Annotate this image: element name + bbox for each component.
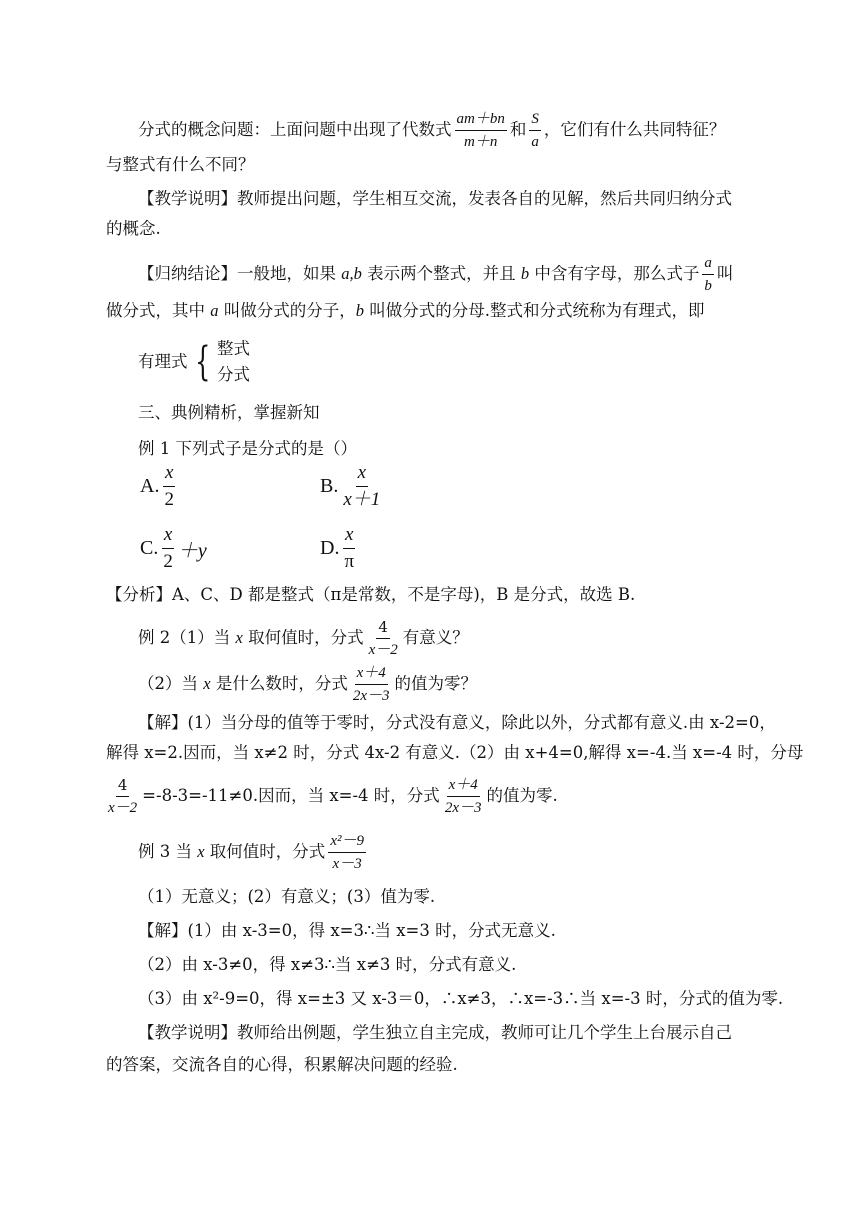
concept-question-line2: 与整式有什么不同？ [106,155,255,174]
rational-expression-classification: 有理式 { 整式 分式 [138,336,250,388]
teaching-note-1-line2: 的概念. [106,219,161,238]
example3-parts: （1）无意义；(2）有意义；(3）值为零. [138,887,436,906]
example2-solution-line1: 【解】(1）当分母的值等于零时，分式没有意义，除此以外，分式都有意义.由 x-2=0， [138,713,776,732]
example1-option-d: D. $\frac{x}{\pi}$ [320,524,355,572]
example2-question1: 例 2（1）当 x 取何值时，分式 $\frac{4}{x-2}$ 有意义？ [138,618,469,658]
text: ，它们有什么共同特征？ [543,120,726,139]
teaching-note-2-line1: 【教学说明】教师给出例题，学生独立自主完成，教师可让几个学生上台展示自己 [138,1023,732,1042]
text: 和 [509,120,527,139]
item-fractional-expression: 分式 [216,365,250,384]
example3-solution-1: 【解】(1）由 x-3=0，得 x=3∴当 x=3 时，分式无意义. [138,921,556,940]
example1-title: 例 1 下列式子是分式的是（） [138,439,357,458]
example3-solution-3: （3）由 x²-9=0，得 x=±3 又 x-3＝0，∴x≠3，∴x=-3∴当 x=-3 时，分式的值为零. [138,989,784,1008]
example3-solution-2: （2）由 x-3≠0，得 x≠3∴当 x≠3 时，分式有意义. [138,955,517,974]
example1-option-a: A. $\frac{x}{2}$ [140,462,174,510]
item-integral-expression: 整式 [216,339,250,358]
example1-analysis: 【分析】A、C、D 都是整式（π是常数，不是字母)，B 是分式，故选 B. [106,585,636,604]
conclusion-line1: 【归纳结论】一般地，如果 a,b 表示两个整式，并且 b 中含有字母，那么式子 $\frac{a}{b}$ 叫 [138,255,734,294]
example3-question: 例 3 当 x 取何值时，分式 $\frac{\text{x²－9}}{x-3}$ [138,833,364,872]
text: 分式的概念问题：上面问题中出现了代数式 [138,120,452,139]
example2-solution-line3: $\frac{4}{x-2}$ =-8-3=-11≠0.因而，当 x=-4 时，分式 $\frac{x+4}{2x-3}$ 的值为零. [108,776,558,816]
fraction-a-b: $\frac{a}{b}$ [704,255,712,294]
example2-question2: （2）当 x 是什么数时，分式 $\frac{x+4}{2x-3}$ 的值为零？ [138,665,477,704]
curly-brace-icon: { [194,339,210,385]
fraction-s-a: $\frac{S}{a}$ [531,111,539,150]
conclusion-line2: 做分式，其中 a 叫做分式的分子，b 叫做分式的分母.整式和分式统称为有理式，即 [106,301,705,320]
teaching-note-1-line1: 【教学说明】教师提出问题，学生相互交流，发表各自的见解，然后共同归纳分式 [138,189,732,208]
example1-option-b: B. $\frac{x}{x+1}$ [320,462,381,510]
section-heading: 三、典例精析，掌握新知 [138,403,320,422]
example1-option-c: C. $\frac{x}{2}$ ＋y [140,524,207,572]
fraction-am-bn: $\frac{am+bn}{m+n}$ [456,111,505,150]
example2-solution-line2: 解得 x=2.因而，当 x≠2 时，分式 4x-2 有意义.（2）由 x+4=0,解得 x=-4.当 x=-4 时，分母 [106,743,804,762]
concept-question-line1 [138,110,725,151]
teaching-note-2-line2: 的答案，交流各自的心得，积累解决问题的经验. [106,1055,458,1074]
